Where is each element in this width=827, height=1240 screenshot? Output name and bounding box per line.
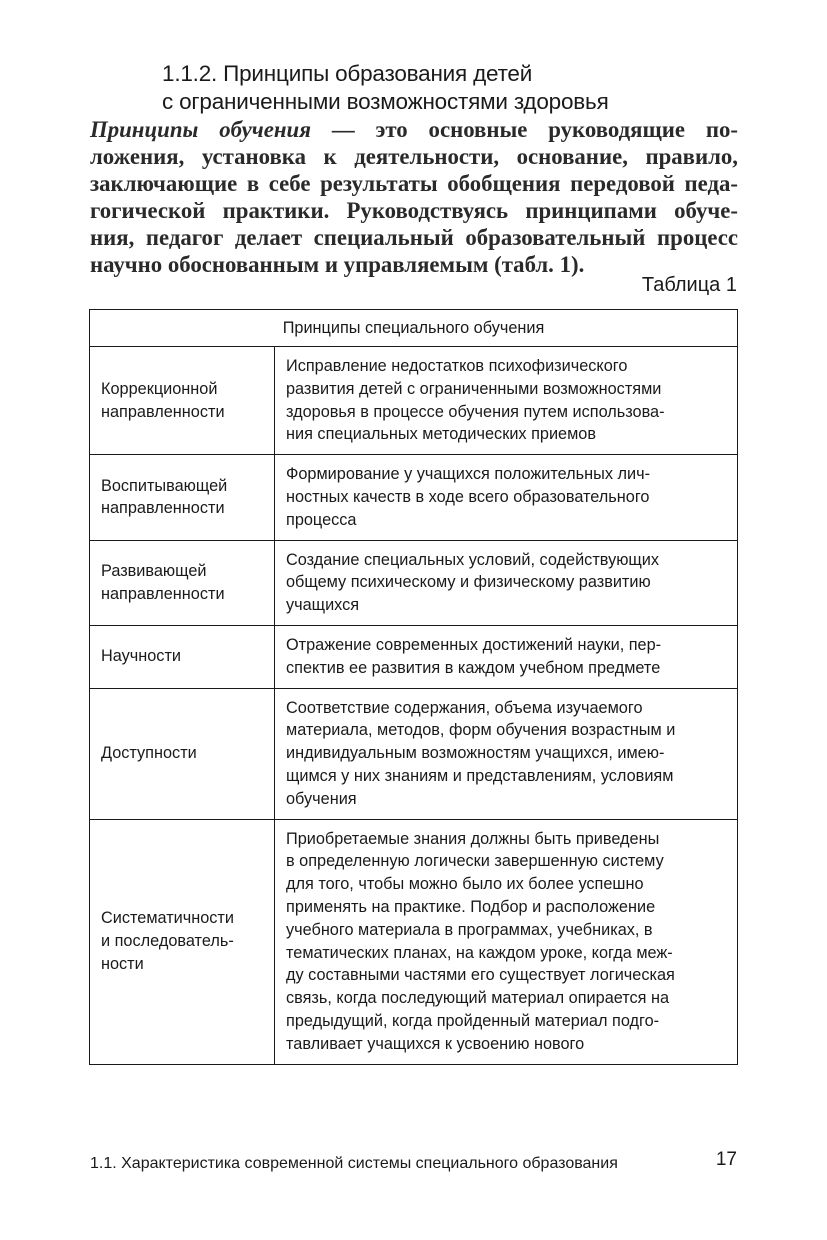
principle-description-line: ностных качеств в ходе всего образовательного — [286, 487, 650, 506]
principle-description-line: Формирование у учащихся положительных лич- — [286, 465, 651, 484]
principle-description-line: спектив ее развития в каждом учебном предмете — [286, 658, 661, 677]
principle-description-cell — [275, 540, 738, 625]
principle-description-cell — [275, 625, 738, 688]
paragraph-text: — это основные руководящие по- — [310, 117, 738, 142]
principle-description-cell — [275, 819, 738, 1064]
principle-description-line: Исправление недостатков психофизического — [286, 357, 628, 375]
principle-description-line: тавливает учащихся к усвоению нового — [286, 1034, 585, 1053]
table-caption: Таблица 1 — [641, 274, 737, 296]
running-footer-title: 1.1. Характеристика современной системы специального образования — [90, 1155, 618, 1172]
principle-description-line: в определенную логически завершенную систему — [286, 852, 664, 871]
principle-name-cell — [90, 625, 275, 688]
principle-name-line: направленности — [101, 584, 225, 603]
paragraph-line: ложения, установка к деятельности, основание, правило, — [90, 144, 738, 169]
principle-name-line: Научности — [101, 647, 181, 666]
principle-description-line: развития детей с ограниченными возможностями — [286, 379, 662, 398]
principle-description-cell — [275, 455, 738, 540]
principle-description-line: учебного материала в программах, учебниках, в — [286, 920, 653, 939]
principle-name-line: и последователь- — [101, 932, 234, 951]
principle-description-line: применять на практике. Подбор и расположение — [286, 897, 656, 916]
principle-name-cell — [90, 688, 275, 819]
principle-description-line: Создание специальных условий, содействующих — [286, 550, 660, 569]
principle-description-line: материала, методов, форм обучения возрастным и — [286, 721, 676, 740]
paragraph-line: научно обоснованным и управляемым (табл. 1). — [90, 252, 585, 277]
table-row — [90, 540, 738, 625]
table-row — [90, 625, 738, 688]
principle-description-cell — [275, 347, 738, 455]
principle-description-line: общему психическому и физическому развитию — [286, 573, 651, 592]
paragraph-line: ния, педагог делает специальный образовательный процесс — [90, 225, 738, 250]
principle-description-line: щимся у них знаниям и представлениям, условиям — [286, 766, 674, 785]
principle-name-line: Коррекционной — [101, 379, 218, 398]
principle-description-line: Приобретаемые знания должны быть приведены — [286, 829, 660, 848]
principle-description-line: предыдущий, когда пройденный материал подго- — [286, 1011, 660, 1030]
principle-description-line: связь, когда последующий материал опирается на — [286, 989, 670, 1008]
principle-description-line: индивидуальным возможностям учащихся, имею- — [286, 744, 665, 763]
table-row — [90, 688, 738, 819]
section-heading-line: 1.1.2. Принципы образования детей — [162, 61, 533, 86]
page-number: 17 — [715, 1149, 737, 1170]
principle-name-line: ности — [101, 954, 144, 973]
principle-description-line: ния специальных методических приемов — [286, 425, 597, 444]
section-heading-line: с ограниченными возможностями здоровья — [162, 89, 609, 114]
principle-name-line: Доступности — [101, 744, 197, 763]
paragraph-line: заключающие в себе результаты обобщения передовой педа- — [90, 171, 738, 196]
section-heading — [162, 60, 762, 116]
principle-description-line: обучения — [286, 789, 357, 808]
principle-name-cell — [90, 819, 275, 1064]
intro-paragraph — [90, 116, 738, 278]
principle-name-line: направленности — [101, 499, 225, 518]
principle-name-line: Воспитывающей — [101, 476, 228, 495]
principle-name-cell — [90, 347, 275, 455]
table-row — [90, 455, 738, 540]
table-row — [90, 819, 738, 1064]
principle-description-cell — [275, 688, 738, 819]
principles-table — [89, 309, 738, 1065]
principle-name-line: Развивающей — [101, 561, 207, 580]
principle-description-line: для того, чтобы можно было их более успешно — [286, 875, 644, 894]
principle-name-cell — [90, 540, 275, 625]
principle-name-line: направленности — [101, 402, 225, 421]
principle-description-line: здоровья в процессе обучения путем использова- — [286, 402, 665, 421]
table-header: Принципы специального обучения — [90, 310, 738, 347]
table-body — [90, 347, 738, 1065]
principle-name-line: Систематичности — [101, 909, 234, 928]
principle-description-line: процесса — [286, 510, 357, 529]
paragraph-line — [90, 116, 738, 143]
principle-description-line: ду составными частями его существует логическая — [286, 966, 675, 985]
principle-description-line: тематических планах, на каждом уроке, когда меж- — [286, 943, 673, 962]
principle-name-cell — [90, 455, 275, 540]
paragraph-line: гогической практики. Руководствуясь принципами обуче- — [90, 198, 738, 223]
principle-description-line: Отражение современных достижений науки, пер- — [286, 635, 662, 654]
table-row — [90, 347, 738, 455]
defined-term: Принципы обучения — [90, 117, 311, 142]
principle-description-line: Соответствие содержания, объема изучаемого — [286, 698, 643, 717]
principle-description-line: учащихся — [286, 596, 360, 615]
